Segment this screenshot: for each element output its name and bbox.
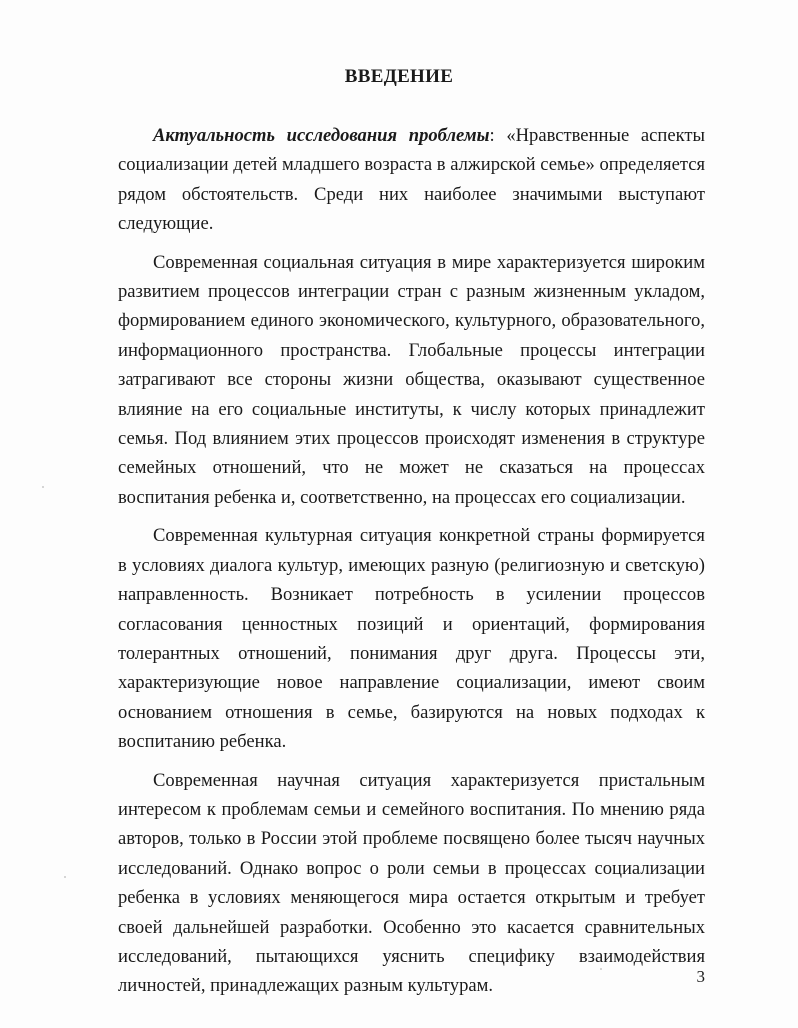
paragraph-cultural-situation: Современная культурная ситуация конкретной страны формируется в условиях диалога культур, имеющих разную (религиозную и светскую) направленность. Возникает потребность в усилении процессов согласования ценностных позиций и ориентаций, формирования толерантных отношений, понимания друг друга. Процессы эти, характеризующие новое направление социализации, имеют своим основанием отношения в семье, базируются на новых подходах к воспитанию ребенка. (118, 525, 705, 753)
paragraph-scientific-situation: Современная научная ситуация характеризуется пристальным интересом к проблемам семьи и семейного воспитания. По мнению ряда авторов, только в России этой проблеме посвящено более тысяч научных исследований. Однако вопрос о роли семьи в процессах социализации ребенка в условиях меняющегося мира остается открытым и требует своей дальнейшей разработки. Особенно это касается сравнительных исследований, пытающихся уяснить специфику взаимодействия личностей, принадлежащих разным культурам. (118, 769, 705, 997)
paragraph-social-situation: Современная социальная ситуация в мире характеризуется широким развитием процессов интеграции стран с разным жизненным укладом, формированием единого экономического, культурного, образовательного, информационного пространства. Глобальные процессы интеграции затрагивают все стороны жизни общества, оказывают существенное влияние на его социальные институты, к числу которых принадлежит семья. Под влиянием этих процессов происходят изменения в структуре семейных отношений, что не может не сказаться на процессах воспитания ребенка и, соответственно, на процессах его социализации. (118, 251, 705, 508)
scan-speck (64, 876, 66, 878)
scan-speck (600, 968, 602, 970)
intro-paragraph (118, 121, 705, 239)
intro-rest: : «Нравственные аспекты социализации детей младшего возраста в алжирской семье» определяется рядом обстоятельств. Среди них наиболее значимыми выступают следующие. (118, 125, 705, 235)
page-title: ВВЕДЕНИЕ (344, 66, 454, 87)
page-number: 3 (696, 967, 705, 986)
scan-speck (42, 486, 44, 488)
body-text (118, 121, 705, 1010)
intro-lead: Актуальность исследования проблемы (153, 125, 490, 146)
